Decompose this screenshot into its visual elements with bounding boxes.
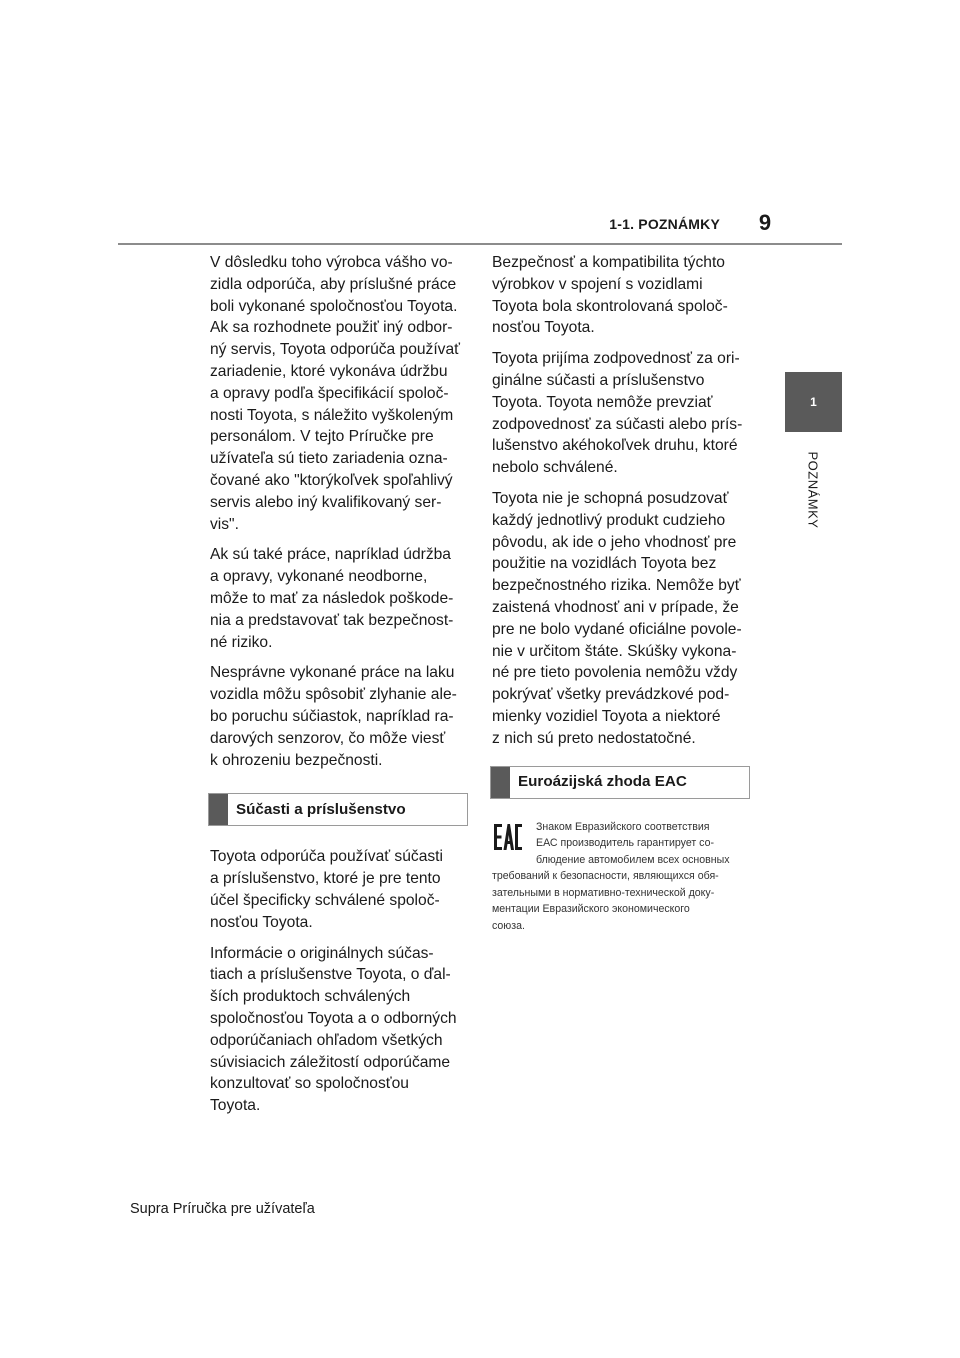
- text-line: Ak sa rozhodnete použiť iný odbor-: [210, 319, 453, 337]
- text-line: zidla odporúča, aby príslušné práce: [210, 275, 457, 293]
- section-heading-parts: [208, 793, 468, 826]
- paragraph: [210, 846, 470, 933]
- paragraph: [492, 252, 752, 339]
- chapter-tab-number: 1: [810, 395, 817, 409]
- text-line: účel špecificky schválené spoloč-: [210, 891, 440, 909]
- footer-manual-title: Supra Príručka pre užívateľa: [130, 1201, 315, 1217]
- text-line: každý jednotlivý produkt cudzieho: [492, 511, 726, 529]
- text-line: Nesprávne vykonané práce na laku: [210, 664, 455, 682]
- text-line: užívateľa sú tieto zariadenia ozna-: [210, 450, 448, 468]
- text-line: bezpečnostného rizika. Nemôže byť: [492, 577, 741, 595]
- text-line: a opravy podľa špecifikácií spoloč-: [210, 384, 449, 402]
- text-line: a opravy, vykonané neodborne,: [210, 568, 428, 586]
- text-line: pôvodu, ak ide o jeho vhodnosť pre: [492, 533, 737, 551]
- text-line: môže to mať za následok poškode-: [210, 589, 454, 607]
- eac-description: [492, 819, 730, 935]
- eac-line: Знаком Евразийского соответствия: [536, 820, 710, 833]
- text-line: Toyota.: [210, 1097, 261, 1115]
- text-line: súvisiacich záležitostí odporúčame: [210, 1053, 451, 1071]
- text-line: Toyota. Toyota nemôže prevziať: [492, 393, 713, 411]
- text-line: boli vykonané spoločnosťou Toyota.: [210, 297, 458, 315]
- section-heading-title: Súčasti a príslušenstvo: [236, 800, 406, 818]
- text-line: darových senzorov, čo môže viesť: [210, 729, 446, 747]
- text-line: z nich sú preto nedostatočné.: [492, 729, 696, 747]
- paragraph: [492, 348, 752, 479]
- eac-line: зательными в нормативно-технической доку-: [492, 886, 715, 899]
- section-heading-marker: [209, 794, 228, 825]
- paragraph: [210, 252, 470, 535]
- text-line: konzultovať so spoločnosťou: [210, 1075, 409, 1093]
- text-line: vis".: [210, 515, 239, 533]
- text-line: výrobkov v spojení s vozidlami: [492, 275, 703, 293]
- text-line: odporúčaniach ohľadom všetkých: [210, 1031, 443, 1049]
- text-line: Toyota odporúča používať súčasti: [210, 848, 443, 866]
- text-line: ný servis, Toyota odporúča používať: [210, 341, 461, 359]
- section-heading-eac: [490, 766, 750, 799]
- text-line: ginálne súčasti a príslušenstvo: [492, 371, 705, 389]
- chapter-side-label-text: POZNÁMKY: [805, 451, 821, 529]
- text-line: zodpovednosť za súčasti alebo prís-: [492, 415, 743, 433]
- text-line: k ohrozeniu bezpečnosti.: [210, 751, 383, 769]
- text-line: Toyota bola skontrolovaná spoloč-: [492, 297, 728, 315]
- text-line: nebolo schválené.: [492, 459, 618, 477]
- chapter-side-label: [785, 440, 842, 540]
- running-header-section: 1-1. POZNÁMKY: [609, 216, 720, 232]
- eac-line: союза.: [492, 919, 525, 932]
- text-line: nosťou Toyota.: [210, 913, 313, 931]
- text-line: tiach a príslušenstve Toyota, o ďal-: [210, 966, 451, 984]
- text-line: Informácie o originálnych súčas-: [210, 944, 434, 962]
- text-line: pre ne bolo vydané oficiálne povole-: [492, 620, 742, 638]
- text-line: Toyota nie je schopná posudzovať: [492, 489, 729, 507]
- text-line: né riziko.: [210, 633, 273, 651]
- chapter-tab: [785, 372, 842, 432]
- text-line: ších produktoch schválených: [210, 988, 411, 1006]
- text-line: Bezpečnosť a kompatibilita týchto: [492, 254, 725, 271]
- text-line: pokrývať všetky prevádzkové pod-: [492, 686, 730, 704]
- eac-line: ментации Евразийского экономического: [492, 903, 690, 916]
- text-line: nosti Toyota, s náležito vyškoleným: [210, 406, 454, 424]
- text-line: použitie na vozidlách Toyota bez: [492, 555, 717, 573]
- text-line: Ak sú také práce, napríklad údržba: [210, 546, 451, 564]
- text-line: bo poruchu súčiastok, napríklad ra-: [210, 707, 454, 725]
- text-line: né pre tieto povolenia nemôžu vždy: [492, 664, 738, 682]
- text-line: zariadenie, ktoré vykonáva údržbu: [210, 362, 448, 380]
- paragraph: [210, 943, 470, 1117]
- paragraph: [492, 488, 752, 750]
- paragraph: [210, 544, 470, 653]
- eac-line: блюдение автомобилем всех основных: [536, 853, 730, 866]
- text-line: nosťou Toyota.: [492, 319, 595, 337]
- text-line: čované ako "ktorýkoľvek spoľahlivý: [210, 471, 453, 489]
- eac-logo-icon: [492, 821, 524, 853]
- text-line: a príslušenstvo, ktoré je pre tento: [210, 870, 441, 888]
- section-heading-marker: [491, 767, 510, 798]
- text-line: servis alebo iný kvalifikovaný ser-: [210, 493, 442, 511]
- page-number: 9: [758, 210, 772, 235]
- right-column: [492, 252, 752, 934]
- eac-line: ЕАС производитель гарантирует со-: [536, 837, 715, 850]
- paragraph: [210, 662, 470, 771]
- left-column: [210, 252, 470, 1126]
- text-line: lušenstvo akéhokoľvek druhu, ktoré: [492, 437, 738, 455]
- eac-conformity-block: [492, 819, 752, 935]
- text-line: nia a predstavovať tak bezpečnost-: [210, 611, 454, 629]
- text-line: vozidla môžu spôsobiť zlyhanie ale-: [210, 686, 457, 704]
- text-line: mienky vozidiel Toyota a niektoré: [492, 707, 721, 725]
- text-line: spoločnosťou Toyota a o odborných: [210, 1009, 457, 1027]
- eac-line: требований к безопасности, являющихся обя-: [492, 870, 719, 883]
- header-divider: [118, 243, 842, 245]
- text-line: Toyota prijíma zodpovednosť za ori-: [492, 350, 740, 368]
- text-line: zaistená vhodnosť ani v prípade, že: [492, 598, 739, 616]
- text-line: personálom. V tejto Príručke pre: [210, 428, 434, 446]
- section-heading-title: Euroázijská zhoda EAC: [518, 773, 687, 791]
- text-line: V dôsledku toho výrobca vášho vo-: [210, 254, 453, 271]
- text-line: nie v určitom štáte. Skúšky vykona-: [492, 642, 737, 660]
